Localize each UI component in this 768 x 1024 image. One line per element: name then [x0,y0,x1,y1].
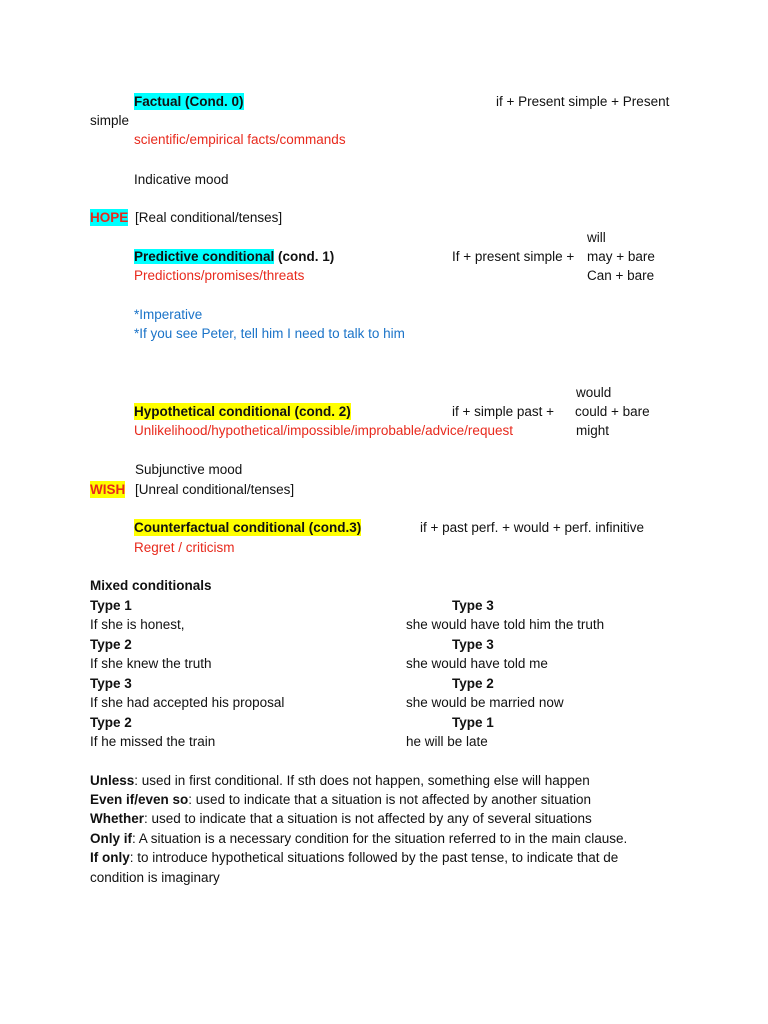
mixed-left-type: Type 2 [90,637,132,652]
definition-text: : A situation is a necessary condition for the situation referred to in the main clause. [132,831,628,846]
wish-label: WISH [90,482,126,497]
hope-label: HOPE [90,210,129,225]
mixed-right-type: Type 2 [452,676,494,691]
mixed-left-text: If she had accepted his proposal [90,695,285,710]
cond1-modal-mid: may + bare [587,249,655,264]
definition-term: Only if [90,831,133,846]
mixed-right-text: she would have told him the truth [406,617,605,632]
cond3-usage: Regret / criticism [134,540,235,555]
mixed-right-type: Type 1 [452,715,494,730]
mixed-right-text: she would be married now [406,695,564,710]
indicative-mood: Indicative mood [134,172,229,187]
subjunctive-mood: Subjunctive mood [135,462,243,477]
hope-note: [Real conditional/tenses] [135,210,283,225]
mixed-heading: Mixed conditionals [90,578,212,593]
mixed-left-text: If he missed the train [90,734,216,749]
cond2-modal-mid: could + bare [575,404,650,419]
definition-term: Unless [90,773,135,788]
definition-even-if [90,791,591,808]
cond2-usage: Unlikelihood/hypothetical/impossible/improbable/advice/request [134,423,513,438]
definition-text: : used to indicate that a situation is not affected by any of several situations [144,811,592,826]
definition-if-only [90,849,618,866]
mixed-left-text: If she is honest, [90,617,185,632]
cond1-usage: Predictions/promises/threats [134,268,305,283]
definition-whether [90,810,592,827]
mixed-left-type: Type 3 [90,676,132,691]
cond1-modal-top: will [587,230,606,245]
cond1-modal-bot: Can + bare [587,268,655,283]
mixed-left-type: Type 1 [90,598,132,613]
mixed-left-type: Type 2 [90,715,132,730]
wish-note: [Unreal conditional/tenses] [135,482,295,497]
cond0-formula-wrap: simple [90,113,130,128]
cond2-modal-bot: might [576,423,610,438]
mixed-right-type: Type 3 [452,637,494,652]
cond1-heading [134,248,334,265]
cond1-title: Predictive conditional [134,249,275,264]
definition-text: : to introduce hypothetical situations followed by the past tense, to indicate that de [129,850,619,865]
cond2-title: Hypothetical conditional (cond. 2) [134,404,351,419]
imperative-example: *If you see Peter, tell him I need to talk to him [134,326,405,341]
mixed-right-text: she would have told me [406,656,548,671]
cond3-formula: if + past perf. + would + perf. infinitive [420,520,644,535]
cond1-suffix: (cond. 1) [274,249,335,264]
definition-term: Whether [90,811,144,826]
definition-unless [90,772,590,789]
definition-term: Even if/even so [90,792,189,807]
definition-term: If only [90,850,130,865]
cond3-title: Counterfactual conditional (cond.3) [134,520,362,535]
cond0-usage: scientific/empirical facts/commands [134,132,346,147]
cond2-modal-top: would [576,385,612,400]
definition-only-if [90,830,627,847]
definition-text: : used to indicate that a situation is not affected by another situation [188,792,592,807]
cond0-title: Factual (Cond. 0) [134,94,244,109]
cond1-formula: If + present simple + [452,249,575,264]
imperative-note: *Imperative [134,307,203,322]
mixed-right-text: he will be late [406,734,488,749]
definition-text: : used in first conditional. If sth does not happen, something else will happen [134,773,590,788]
cond2-formula: if + simple past + [452,404,555,419]
mixed-right-type: Type 3 [452,598,494,613]
mixed-left-text: If she knew the truth [90,656,212,671]
definition-if-only-wrap: condition is imaginary [90,870,220,885]
cond0-formula: if + Present simple + Present [496,94,670,109]
